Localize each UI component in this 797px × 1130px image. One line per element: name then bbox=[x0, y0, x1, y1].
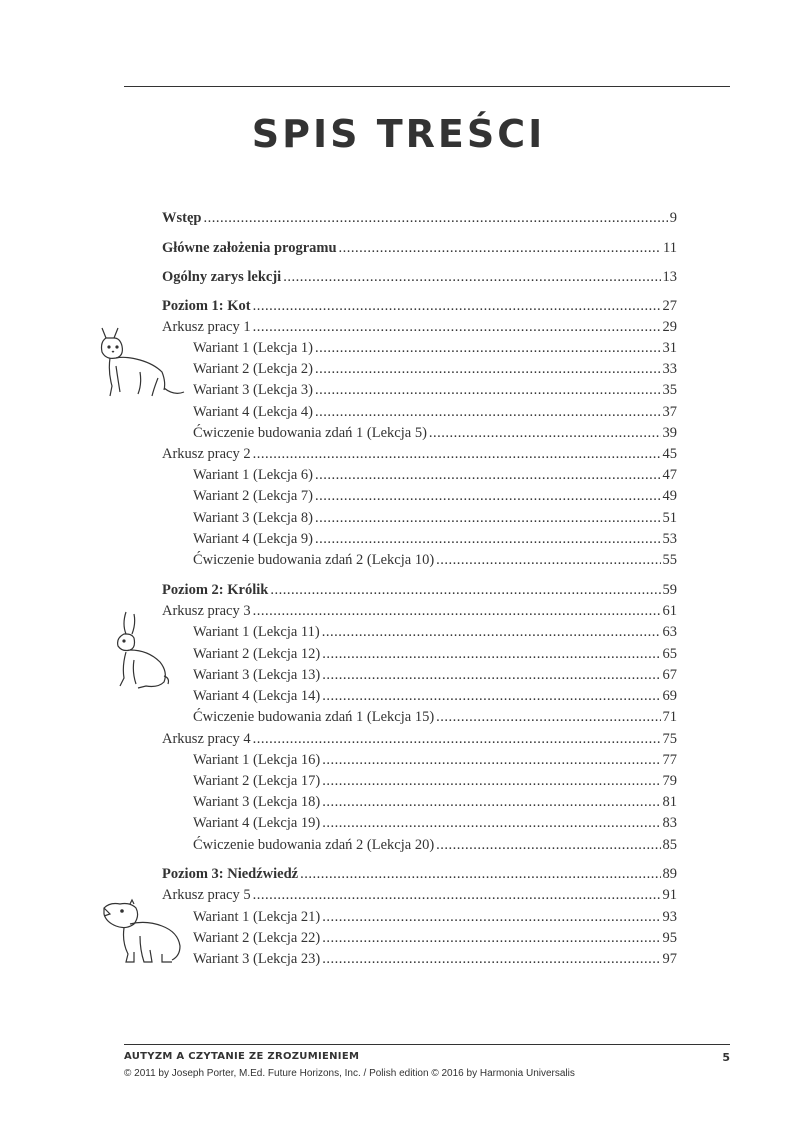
toc-leader bbox=[322, 815, 660, 832]
toc-entry-page: 81 bbox=[662, 794, 677, 810]
toc-entry-page: 79 bbox=[662, 773, 677, 789]
toc-entry-label: Arkusz pracy 3 bbox=[162, 603, 251, 619]
toc-entry-page: 89 bbox=[662, 866, 677, 882]
toc-entry-page: 29 bbox=[662, 319, 677, 335]
toc-leader bbox=[339, 240, 662, 257]
toc-entry[interactable] bbox=[193, 425, 677, 442]
toc-entry[interactable] bbox=[193, 752, 677, 769]
toc-entry[interactable] bbox=[162, 731, 677, 748]
toc-entry[interactable] bbox=[193, 510, 677, 527]
toc-entry-label: Arkusz pracy 1 bbox=[162, 319, 251, 335]
toc-entry[interactable] bbox=[193, 624, 677, 641]
toc-entry-label: Ćwiczenie budowania zdań 1 (Lekcja 5) bbox=[193, 425, 427, 441]
toc-entry-page: 85 bbox=[662, 837, 677, 853]
toc-entry-label: Arkusz pracy 4 bbox=[162, 731, 251, 747]
toc-leader bbox=[253, 319, 661, 336]
toc-entry-page: 55 bbox=[662, 552, 677, 568]
toc-entry-page: 83 bbox=[662, 815, 677, 831]
toc-entry[interactable] bbox=[162, 866, 677, 883]
toc-leader bbox=[315, 340, 660, 357]
toc-entry-page: 9 bbox=[669, 210, 677, 226]
toc-entry-page: 35 bbox=[662, 382, 677, 398]
toc-entry-label: Wariant 2 (Lekcja 7) bbox=[193, 488, 314, 504]
toc-entry[interactable] bbox=[162, 210, 677, 227]
toc-leader bbox=[203, 210, 667, 227]
toc-entry-label: Wariant 2 (Lekcja 2) bbox=[193, 361, 314, 377]
toc-leader bbox=[315, 531, 660, 548]
toc-leader bbox=[253, 446, 661, 463]
toc-entry[interactable] bbox=[193, 951, 677, 968]
toc-entry[interactable] bbox=[193, 531, 677, 548]
toc-leader bbox=[253, 887, 661, 904]
toc-entry-page: 37 bbox=[662, 404, 677, 420]
toc-entry[interactable] bbox=[162, 446, 677, 463]
toc-entry-page: 65 bbox=[662, 646, 677, 662]
toc-entry[interactable] bbox=[193, 709, 677, 726]
toc-entry-page: 31 bbox=[662, 340, 677, 356]
rabbit-illustration bbox=[112, 610, 174, 690]
toc-entry[interactable] bbox=[193, 773, 677, 790]
toc-entry-label: Poziom 1: Kot bbox=[162, 298, 251, 314]
toc-entry-label: Wstęp bbox=[162, 210, 202, 226]
toc-entry-page: 91 bbox=[662, 887, 677, 903]
toc-entry-label: Wariant 2 (Lekcja 17) bbox=[193, 773, 321, 789]
toc-entry[interactable] bbox=[193, 688, 677, 705]
toc-entry[interactable] bbox=[162, 887, 677, 904]
toc-entry-label: Wariant 1 (Lekcja 21) bbox=[193, 909, 321, 925]
toc-leader bbox=[322, 646, 660, 663]
toc-entry-label: Wariant 1 (Lekcja 1) bbox=[193, 340, 314, 356]
toc-leader bbox=[436, 709, 660, 726]
toc-entry-page: 47 bbox=[662, 467, 677, 483]
toc-entry-label: Wariant 1 (Lekcja 11) bbox=[193, 624, 320, 640]
toc-entry-label: Wariant 3 (Lekcja 13) bbox=[193, 667, 321, 683]
toc-leader bbox=[253, 603, 661, 620]
toc-leader bbox=[270, 582, 660, 599]
toc-entry-page: 67 bbox=[662, 667, 677, 683]
toc-entry[interactable] bbox=[193, 667, 677, 684]
toc-leader bbox=[322, 951, 660, 968]
toc-entry[interactable] bbox=[193, 930, 677, 947]
toc-entry-label: Arkusz pracy 2 bbox=[162, 446, 251, 462]
toc-entry[interactable] bbox=[193, 467, 677, 484]
toc-leader bbox=[322, 667, 660, 684]
toc-entry-page: 97 bbox=[662, 951, 677, 967]
footer-copyright: © 2011 by Joseph Porter, M.Ed. Future Horizons, Inc. / Polish edition © 2016 by Harmonia Universalis bbox=[124, 1068, 575, 1079]
toc-entry-page: 45 bbox=[662, 446, 677, 462]
toc-leader bbox=[322, 909, 660, 926]
toc-entry-page: 95 bbox=[662, 930, 677, 946]
toc-entry-label: Wariant 3 (Lekcja 3) bbox=[193, 382, 314, 398]
toc-leader bbox=[315, 510, 660, 527]
toc-entry[interactable] bbox=[193, 794, 677, 811]
toc-leader bbox=[253, 731, 661, 748]
toc-entry-label: Ogólny zarys lekcji bbox=[162, 269, 282, 285]
toc-leader bbox=[436, 552, 660, 569]
toc-entry[interactable] bbox=[193, 837, 677, 854]
footer-book-title: AUTYZM A CZYTANIE ZE ZROZUMIENIEM bbox=[124, 1051, 360, 1062]
toc-entry-label: Wariant 2 (Lekcja 22) bbox=[193, 930, 321, 946]
toc-entry-label: Wariant 1 (Lekcja 6) bbox=[193, 467, 314, 483]
toc-leader bbox=[322, 773, 660, 790]
toc-entry-label: Wariant 4 (Lekcja 9) bbox=[193, 531, 314, 547]
toc-entry-label: Ćwiczenie budowania zdań 2 (Lekcja 20) bbox=[193, 837, 435, 853]
toc-entry-page: 75 bbox=[662, 731, 677, 747]
toc-entry-page: 49 bbox=[662, 488, 677, 504]
toc-leader bbox=[322, 752, 660, 769]
toc-entry-page: 93 bbox=[662, 909, 677, 925]
toc-leader bbox=[429, 425, 661, 442]
toc-entry-label: Poziom 2: Królik bbox=[162, 582, 269, 598]
toc-entry[interactable] bbox=[193, 340, 677, 357]
toc-leader bbox=[436, 837, 660, 854]
toc-leader bbox=[322, 930, 660, 947]
page-number: 5 bbox=[722, 1051, 730, 1064]
toc-entry[interactable] bbox=[193, 488, 677, 505]
toc-entry-page: 63 bbox=[662, 624, 677, 640]
bottom-rule bbox=[124, 1044, 730, 1045]
toc-leader bbox=[283, 269, 660, 286]
toc-entry[interactable] bbox=[193, 552, 677, 569]
toc-entry-label: Wariant 3 (Lekcja 18) bbox=[193, 794, 321, 810]
page-title: SPIS TREŚCI bbox=[251, 112, 546, 156]
toc-entry-label: Wariant 2 (Lekcja 12) bbox=[193, 646, 321, 662]
toc-entry[interactable] bbox=[193, 815, 677, 832]
toc-entry-label: Poziom 3: Niedźwiedź bbox=[162, 866, 299, 882]
toc-entry-label: Wariant 1 (Lekcja 16) bbox=[193, 752, 321, 768]
toc-entry-label: Wariant 3 (Lekcja 8) bbox=[193, 510, 314, 526]
toc-leader bbox=[300, 866, 660, 883]
toc-leader bbox=[315, 382, 660, 399]
toc-entry[interactable] bbox=[193, 404, 677, 421]
toc-entry-label: Wariant 4 (Lekcja 19) bbox=[193, 815, 321, 831]
toc-leader bbox=[315, 361, 660, 378]
toc-entry-label: Wariant 4 (Lekcja 14) bbox=[193, 688, 321, 704]
toc-entry-page: 69 bbox=[662, 688, 677, 704]
cat-illustration bbox=[96, 326, 188, 400]
toc-leader bbox=[315, 467, 660, 484]
toc-entry-page: 59 bbox=[662, 582, 677, 598]
toc-entry[interactable] bbox=[162, 582, 677, 599]
toc-entry-label: Wariant 4 (Lekcja 4) bbox=[193, 404, 314, 420]
toc-entry-label: Ćwiczenie budowania zdań 2 (Lekcja 10) bbox=[193, 552, 435, 568]
toc-leader bbox=[322, 794, 660, 811]
toc-leader bbox=[322, 624, 661, 641]
toc-entry-page: 27 bbox=[662, 298, 677, 314]
toc-entry-label: Główne założenia programu bbox=[162, 240, 337, 256]
toc-entry[interactable] bbox=[193, 909, 677, 926]
toc-entry-page: 33 bbox=[662, 361, 677, 377]
toc-leader bbox=[322, 688, 660, 705]
toc-entry[interactable] bbox=[162, 240, 677, 257]
bear-illustration bbox=[100, 896, 186, 966]
toc-entry-page: 61 bbox=[662, 603, 677, 619]
toc-entry[interactable] bbox=[193, 361, 677, 378]
toc-entry-page: 39 bbox=[662, 425, 677, 441]
toc-leader bbox=[253, 298, 661, 315]
toc-leader bbox=[315, 488, 660, 505]
toc-entry[interactable] bbox=[193, 382, 677, 399]
toc-entry-page: 11 bbox=[663, 240, 677, 256]
toc-entry-page: 13 bbox=[662, 269, 677, 285]
toc-entry-label: Wariant 3 (Lekcja 23) bbox=[193, 951, 321, 967]
toc-entry-label: Arkusz pracy 5 bbox=[162, 887, 251, 903]
toc-entry[interactable] bbox=[162, 298, 677, 315]
toc-entry-page: 77 bbox=[662, 752, 677, 768]
toc-entry-page: 71 bbox=[662, 709, 677, 725]
toc-entry[interactable] bbox=[162, 269, 677, 286]
top-rule bbox=[124, 86, 730, 87]
toc-entry[interactable] bbox=[193, 646, 677, 663]
toc-entry-label: Ćwiczenie budowania zdań 1 (Lekcja 15) bbox=[193, 709, 435, 725]
toc-leader bbox=[315, 404, 660, 421]
toc-entry[interactable] bbox=[162, 603, 677, 620]
toc-entry-page: 51 bbox=[662, 510, 677, 526]
toc-entry-page: 53 bbox=[662, 531, 677, 547]
toc-entry[interactable] bbox=[162, 319, 677, 336]
